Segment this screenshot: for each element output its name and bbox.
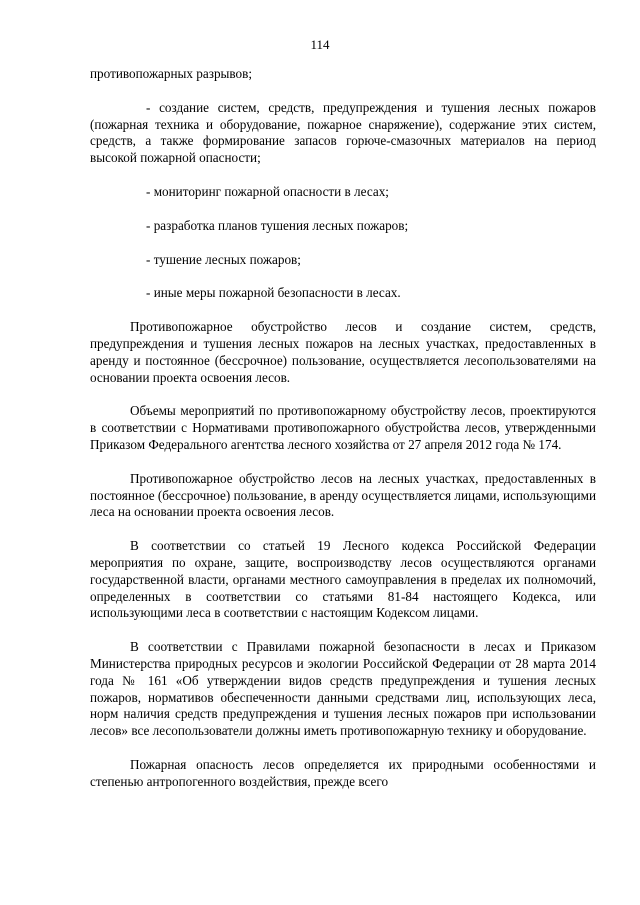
paragraph: противопожарных разрывов; bbox=[90, 66, 253, 81]
paragraph: Объемы мероприятий по противопожарному обустройству лесов, проектируются в соответствии с Нормативами противопожарного обустройства лесов, утвержденными Приказом Федерального агентства лесного хозяйства от 27 апреля 2012 года № 174. bbox=[90, 403, 596, 452]
paragraph: В соответствии со статьей 19 Лесного кодекса Российской Федерации мероприятия по охране, защите, воспроизводству лесов осуществляются органами государственной власти, органами местного самоуправления в пределах их полномочий, определенных в соответствии со статьями 81-84 настоящего Кодекса, или использующими леса в соответствии с настоящим Кодексом лицами. bbox=[90, 538, 596, 621]
paragraph: Пожарная опасность лесов определяется их природными особенностями и степенью антропогенного воздействия, прежде всего bbox=[90, 756, 596, 789]
document-body bbox=[90, 66, 596, 791]
paragraph: Противопожарное обустройство лесов и создание систем, средств, предупреждения и тушения лесных пожаров на лесных участках, предоставленных в аренду и постоянное (бессрочное) пользование, осуществляется лесопользователями на основании проекта освоения лесов. bbox=[90, 319, 596, 385]
paragraph: Противопожарное обустройство лесов на лесных участках, предоставленных в постоянное (бессрочное) пользование, в аренду осуществляется лицами, использующими леса на основании проекта освоения лесов. bbox=[90, 470, 596, 520]
paragraph: В соответствии с Правилами пожарной безопасности в лесах и Приказом Министерства природных ресурсов и экологии Российской Федерации от 28 марта 2014 года № 161 «Об утверждении видов средств предупреждения и тушения лесных пожаров, нормативов обеспеченности данными средствами лиц, использующих леса, норм наличия средств предупреждения и тушения лесных пожаров при использовании лесов» все лесопользователи должны иметь противопожарную технику и оборудование. bbox=[90, 639, 596, 739]
list-item: - мониторинг пожарной опасности в лесах; bbox=[146, 183, 389, 199]
list-item: - иные меры пожарной безопасности в лесах. bbox=[146, 285, 401, 301]
page-number: 114 bbox=[310, 37, 330, 52]
list-item: - тушение лесных пожаров; bbox=[146, 251, 301, 267]
list-item: - создание систем, средств, предупреждения и тушения лесных пожаров (пожарная техника и оборудование, пожарное снаряжение), содержание этих систем, средств, а также формирование запасов горюче-смазочных материалов на период высокой пожарной опасности; bbox=[90, 99, 596, 166]
list-item: - разработка планов тушения лесных пожаров; bbox=[146, 217, 409, 233]
